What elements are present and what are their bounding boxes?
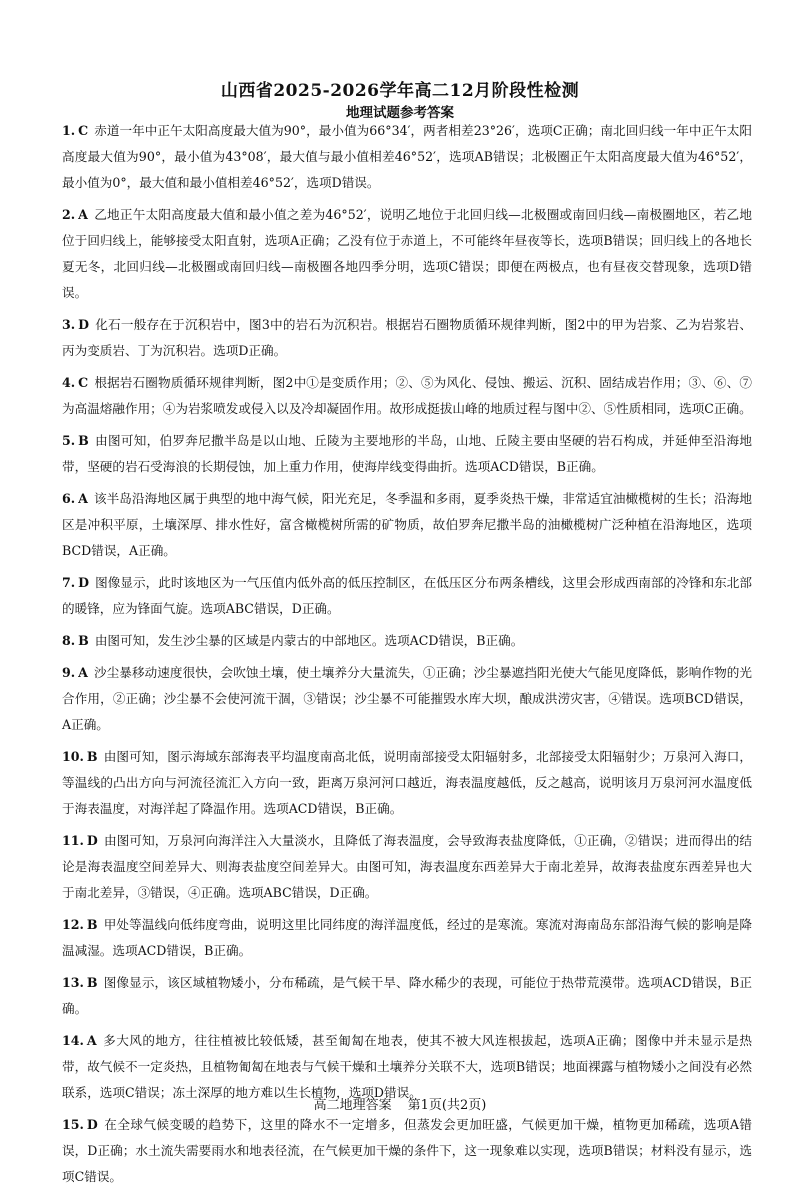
footer-page-number: 第1页(共2页) xyxy=(407,1098,487,1113)
answer-key: B xyxy=(86,975,98,990)
question-number: 8. xyxy=(62,633,76,648)
answer-item xyxy=(62,744,752,822)
answer-item xyxy=(62,370,752,422)
document-subtitle: 地理试题参考答案 xyxy=(346,105,454,121)
page-footer xyxy=(0,1094,800,1113)
answer-key: A xyxy=(78,665,88,680)
answer-key: C xyxy=(78,375,89,390)
question-number: 10. xyxy=(62,749,84,764)
question-number: 7. xyxy=(62,575,76,590)
answer-item xyxy=(62,428,752,480)
answer-item xyxy=(62,828,752,906)
answer-explanation: 由图可知，万泉河向海洋注入大量淡水，且降低了海表温度，会导致海表盐度降低，①正确，②错误；进而得出的结论是海表温度空间差异大、则海表盐度空间差异大。由图可知，海表温度东西差异大于南北差异，故海表盐度东西差异也大于南北差异，③错误，④正确。选项ABC错误，D正确。 xyxy=(62,833,752,900)
answer-explanation: 沙尘暴移动速度很快，会吹蚀土壤，使土壤养分大量流失，①正确；沙尘暴遮挡阳光使大气能见度降低，影响作物的光合作用，②正确；沙尘暴不会使河流干涸，③错误；沙尘暴不可能摧毁水库大坝，酿成洪涝灾害，④错误。选项BCD错误，A正确。 xyxy=(62,665,752,732)
answer-key: D xyxy=(86,833,98,848)
answer-key: B xyxy=(78,433,89,448)
answer-explanation: 根据岩石圈物质循环规律判断，图2中①是变质作用；②、⑤为风化、侵蚀、搬运、沉积、固结成岩作用；③、⑥、⑦为高温熔融作用；④为岩浆喷发或侵入以及冷却凝固作用。故形成挺拔山峰的地质过程与图中②、⑤性质相同，选项C正确。 xyxy=(62,375,752,416)
answer-key: D xyxy=(78,317,90,332)
answer-item xyxy=(62,660,752,738)
answer-item xyxy=(62,312,752,364)
question-number: 12. xyxy=(62,917,84,932)
answer-key: B xyxy=(86,749,98,764)
answer-item xyxy=(62,628,752,654)
answer-key: A xyxy=(86,1033,97,1048)
answer-key: B xyxy=(86,917,98,932)
answer-list xyxy=(62,118,752,1196)
answer-item xyxy=(62,912,752,964)
answer-item xyxy=(62,1112,752,1190)
question-number: 6. xyxy=(62,491,76,506)
answer-item xyxy=(62,486,752,564)
question-number: 9. xyxy=(62,665,76,680)
footer-subject: 高二地理答案 xyxy=(313,1098,392,1113)
answer-explanation: 图像显示，此时该地区为一气压值内低外高的低压控制区，在低压区分布两条槽线，这里会形成西南部的冷锋和东北部的暖锋，应为锋面气旋。选项ABC错误，D正确。 xyxy=(62,575,752,616)
answer-key: D xyxy=(78,575,90,590)
question-number: 15. xyxy=(62,1117,84,1132)
answer-explanation: 图像显示，该区域植物矮小，分布稀疏，是气候干旱、降水稀少的表现，可能位于热带荒漠带。选项ACD错误，B正确。 xyxy=(62,975,752,1016)
document-title: 山西省2025-2026学年高二12月阶段性检测 xyxy=(220,81,580,101)
answer-key: D xyxy=(86,1117,98,1132)
answer-item xyxy=(62,970,752,1022)
answer-item xyxy=(62,202,752,306)
answer-explanation: 在全球气候变暖的趋势下，这里的降水不一定增多，但蒸发会更加旺盛，气候更加干燥，植物更加稀疏，选项A错误，D正确；水土流失需要雨水和地表径流，在气候更加干燥的条件下，这一现象难以实现，选项B错误；材料没有显示，选项C错误。 xyxy=(62,1117,752,1184)
answer-explanation: 该半岛沿海地区属于典型的地中海气候，阳光充足，冬季温和多雨，夏季炎热干燥，非常适宜油橄榄树的生长；沿海地区是冲积平原，土壤深厚、排水性好，富含橄榄树所需的矿物质，故伯罗奔尼撒半岛的油橄榄树广泛种植在沿海地区，选项BCD错误，A正确。 xyxy=(62,491,752,558)
answer-explanation: 乙地正午太阳高度最大值和最小值之差为46°52′，说明乙地位于北回归线—北极圈或南回归线—南极圈地区，若乙地位于回归线上，能够接受太阳直射，选项A正确；乙没有位于赤道上，不可能终年昼夜等长，选项B错误；回归线上的各地长夏无冬，北回归线—北极圈或南回归线—南极圈各地四季分明，选项C错误；即便在两极点，也有昼夜交替现象，选项D错误。 xyxy=(62,207,752,300)
question-number: 4. xyxy=(62,375,76,390)
question-number: 13. xyxy=(62,975,84,990)
answer-explanation: 由图可知，伯罗奔尼撒半岛是以山地、丘陵为主要地形的半岛，山地、丘陵主要由坚硬的岩石构成，并延伸至沿海地带，坚硬的岩石受海浪的长期侵蚀，加上重力作用，使海岸线变得曲折。选项ACD错误，B正确。 xyxy=(62,433,752,474)
question-number: 1. xyxy=(62,123,76,138)
answer-explanation: 多大风的地方，往往植被比较低矮，甚至匍匐在地表，使其不被大风连根拔起，选项A正确；图像中并未显示是热带，故气候不一定炎热，且植物匍匐在地表与气候干燥和土壤养分关联不大，选项B错误；地面裸露与植物矮小之间没有必然联系，选项C错误；冻土深厚的地方难以生长植物，选项D错误。 xyxy=(62,1033,752,1100)
answer-key: A xyxy=(78,491,88,506)
answer-explanation: 化石一般存在于沉积岩中，图3中的岩石为沉积岩。根据岩石圈物质循环规律判断，图2中的甲为岩浆、乙为岩浆岩、丙为变质岩、丁为沉积岩。选项D正确。 xyxy=(62,317,752,358)
answer-key: C xyxy=(78,123,89,138)
answer-key: A xyxy=(78,207,88,222)
question-number: 11. xyxy=(62,833,84,848)
answer-explanation: 由图可知，图示海域东部海表平均温度南高北低，说明南部接受太阳辐射多，北部接受太阳辐射少；万泉河入海口，等温线的凸出方向与河流径流汇入方向一致，距离万泉河河口越近，海表温度越低，反之越高，说明该月万泉河河水温度低于海表温度，对海洋起了降温作用。选项ACD错误，B正确。 xyxy=(62,749,752,816)
answer-explanation: 赤道一年中正午太阳高度最大值为90°，最小值为66°34′，两者相差23°26′，选项C正确；南北回归线一年中正午太阳高度最大值为90°，最小值为43°08′，最大值与最小值相差46°52′，选项AB错误；北极圈正午太阳高度最大值为46°52′，最小值为0°，最大值和最小值相差46°52′，选项D错误。 xyxy=(62,123,752,190)
answer-item xyxy=(62,570,752,622)
question-number: 2. xyxy=(62,207,76,222)
question-number: 3. xyxy=(62,317,76,332)
answer-item xyxy=(62,118,752,196)
question-number: 14. xyxy=(62,1033,84,1048)
answer-explanation: 由图可知，发生沙尘暴的区域是内蒙古的中部地区。选项ACD错误，B正确。 xyxy=(94,633,524,648)
answer-key: B xyxy=(78,633,89,648)
question-number: 5. xyxy=(62,433,76,448)
answer-explanation: 甲处等温线向低纬度弯曲，说明这里比同纬度的海洋温度低，经过的是寒流。寒流对海南岛东部沿海气候的影响是降温减湿。选项ACD错误，B正确。 xyxy=(62,917,752,958)
